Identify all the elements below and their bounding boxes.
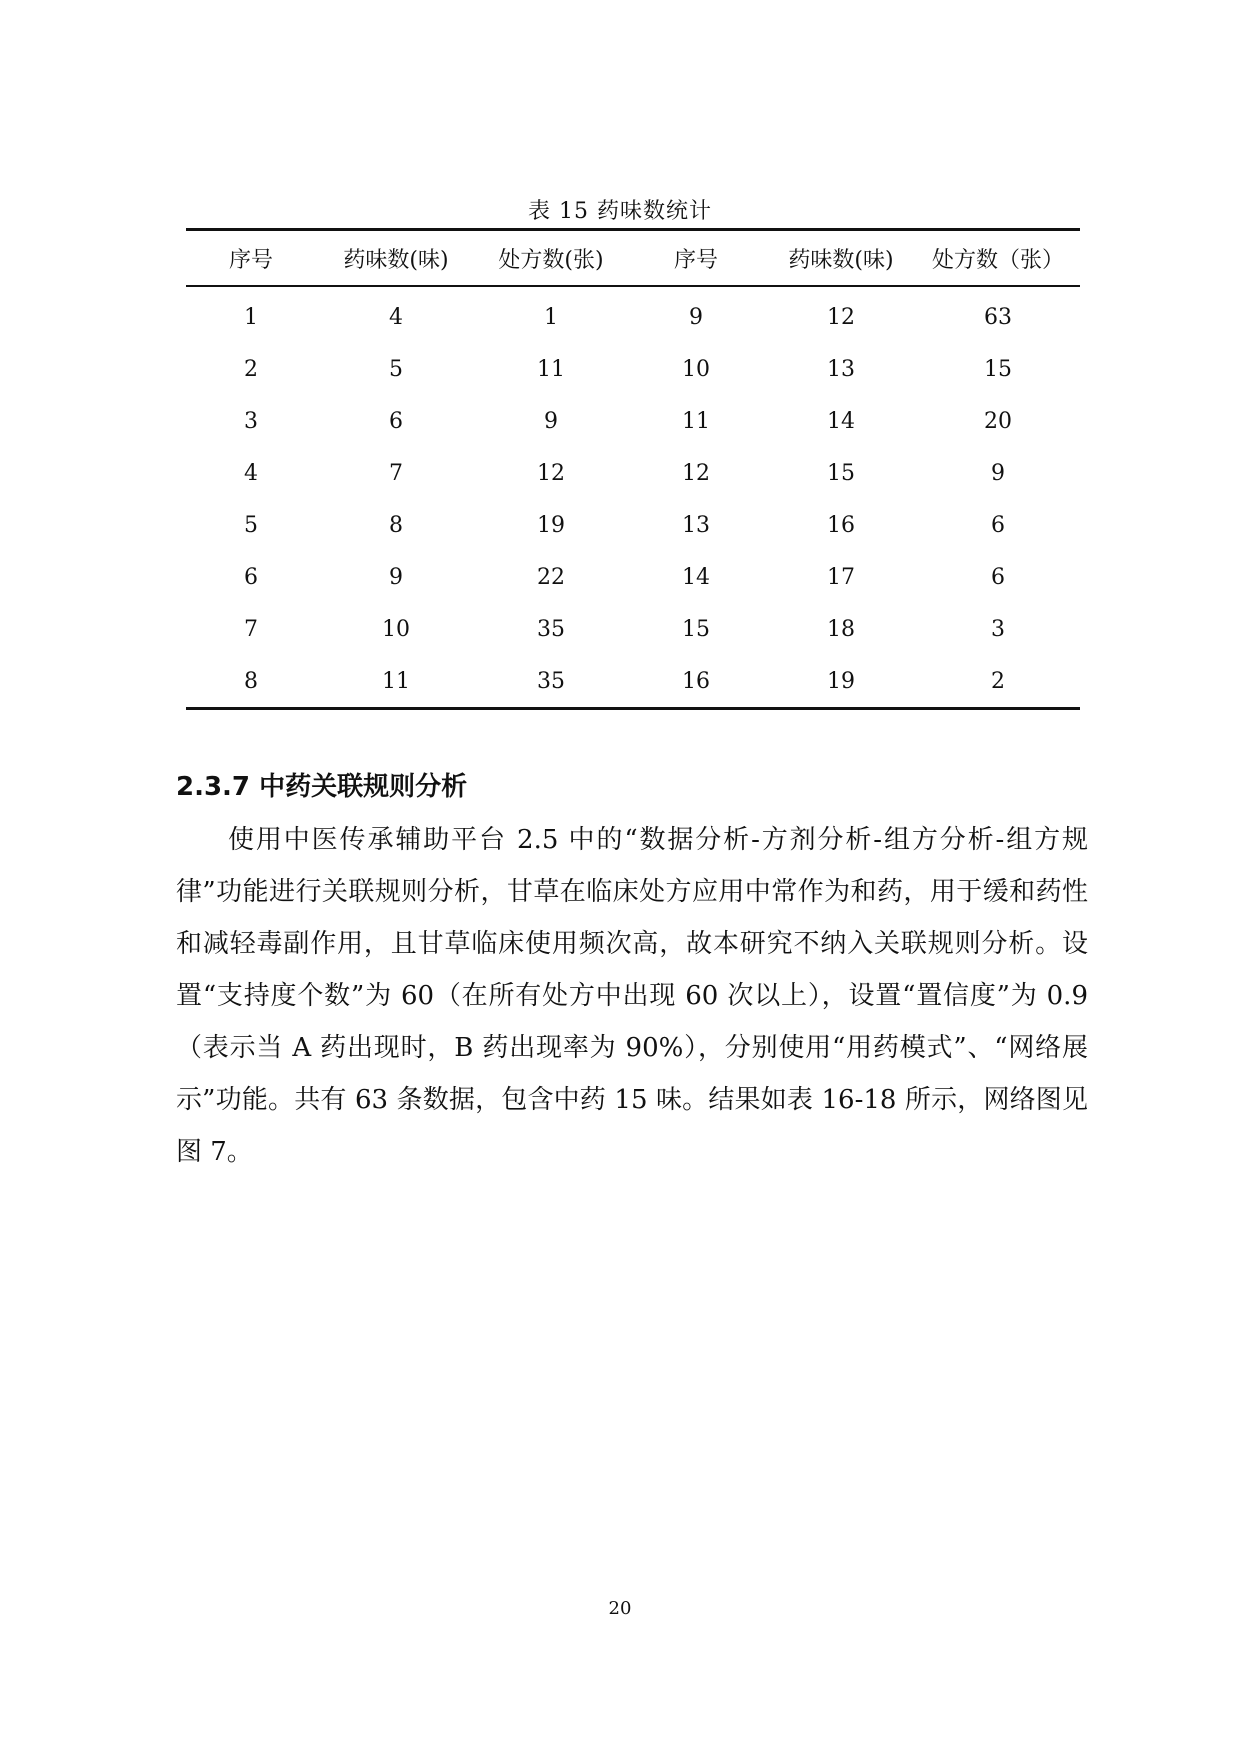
table-caption: 表 15 药味数统计 — [528, 199, 712, 224]
table-row — [186, 447, 1080, 499]
table-cell: 22 — [537, 564, 565, 590]
table-row — [186, 603, 1080, 655]
header-herb-count-2: 药味数(味) — [788, 247, 894, 273]
table-cell: 4 — [389, 304, 403, 330]
herb-count-table-container — [186, 228, 1080, 710]
table-cell: 19 — [537, 512, 565, 538]
table-cell: 7 — [389, 460, 403, 486]
table-cell: 8 — [389, 512, 403, 538]
table-cell: 16 — [682, 668, 710, 694]
table-row — [186, 343, 1080, 395]
table-cell: 9 — [544, 408, 558, 434]
table-cell: 2 — [244, 356, 258, 382]
table-cell: 18 — [827, 616, 855, 642]
table-cell: 12 — [682, 460, 710, 486]
table-cell: 63 — [984, 304, 1012, 330]
table-cell: 15 — [682, 616, 710, 642]
table-cell: 11 — [682, 408, 710, 434]
table-cell: 15 — [827, 460, 855, 486]
header-index: 序号 — [228, 247, 273, 273]
table-cell: 9 — [389, 564, 403, 590]
table-cell: 11 — [382, 668, 410, 694]
header-prescription-count-2: 处方数（张） — [931, 247, 1064, 273]
table-body — [186, 286, 1080, 709]
table-cell: 14 — [827, 408, 855, 434]
table-cell: 10 — [382, 616, 410, 642]
table-cell: 13 — [682, 512, 710, 538]
herb-count-table — [186, 228, 1080, 710]
page-number: 20 — [608, 1598, 632, 1619]
header-prescription-count: 处方数(张) — [498, 247, 604, 273]
table-cell: 5 — [389, 356, 403, 382]
table-row — [186, 551, 1080, 603]
table-cell: 5 — [244, 512, 258, 538]
header-herb-count: 药味数(味) — [343, 247, 449, 273]
section-heading: 2.3.7 中药关联规则分析 — [176, 772, 468, 802]
table-cell: 4 — [244, 460, 258, 486]
body-paragraph: 使用中医传承辅助平台 2.5 中的“数据分析-方剂分析-组方分析-组方规律”功能进行关联规则分析，甘草在临床处方应用中常作为和药，用于缓和药性和减轻毒副作用，且甘草临床使用频次高，故本研究不纳入关联规则分析。设置“支持度个数”为 60（在所有处方中出现 60 次以上），设置“置信度”为 0.9（表示当 A 药出现时，B 药出现率为 90%），分别使用“用药模式”、“网络展示”功能。共有 63 条数据，包含中药 15 味。结果如表 16-18 所示，网络图见图 7。 — [176, 825, 1088, 1167]
table-cell: 9 — [991, 460, 1005, 486]
table-cell: 12 — [827, 304, 855, 330]
table-row — [186, 286, 1080, 343]
table-cell: 6 — [244, 564, 258, 590]
table-cell: 20 — [984, 408, 1012, 434]
table-cell: 10 — [682, 356, 710, 382]
table-cell: 19 — [827, 668, 855, 694]
table-cell: 9 — [689, 304, 703, 330]
table-cell: 1 — [244, 304, 258, 330]
table-cell: 6 — [991, 512, 1005, 538]
table-cell: 3 — [991, 616, 1005, 642]
table-cell: 6 — [991, 564, 1005, 590]
table-cell: 17 — [827, 564, 855, 590]
table-cell: 35 — [537, 668, 565, 694]
header-index-2: 序号 — [673, 247, 718, 273]
table-header-row — [186, 230, 1080, 287]
table-cell: 7 — [244, 616, 258, 642]
table-cell: 16 — [827, 512, 855, 538]
table-cell: 3 — [244, 408, 258, 434]
table-cell: 8 — [244, 668, 258, 694]
table-cell: 1 — [544, 304, 558, 330]
table-cell: 12 — [537, 460, 565, 486]
table-cell: 6 — [389, 408, 403, 434]
table-cell: 35 — [537, 616, 565, 642]
table-cell: 2 — [991, 668, 1005, 694]
table-row — [186, 499, 1080, 551]
table-cell: 13 — [827, 356, 855, 382]
table-row — [186, 395, 1080, 447]
table-cell: 14 — [682, 564, 710, 590]
table-row — [186, 655, 1080, 709]
table-cell: 11 — [537, 356, 565, 382]
table-cell: 15 — [984, 356, 1012, 382]
